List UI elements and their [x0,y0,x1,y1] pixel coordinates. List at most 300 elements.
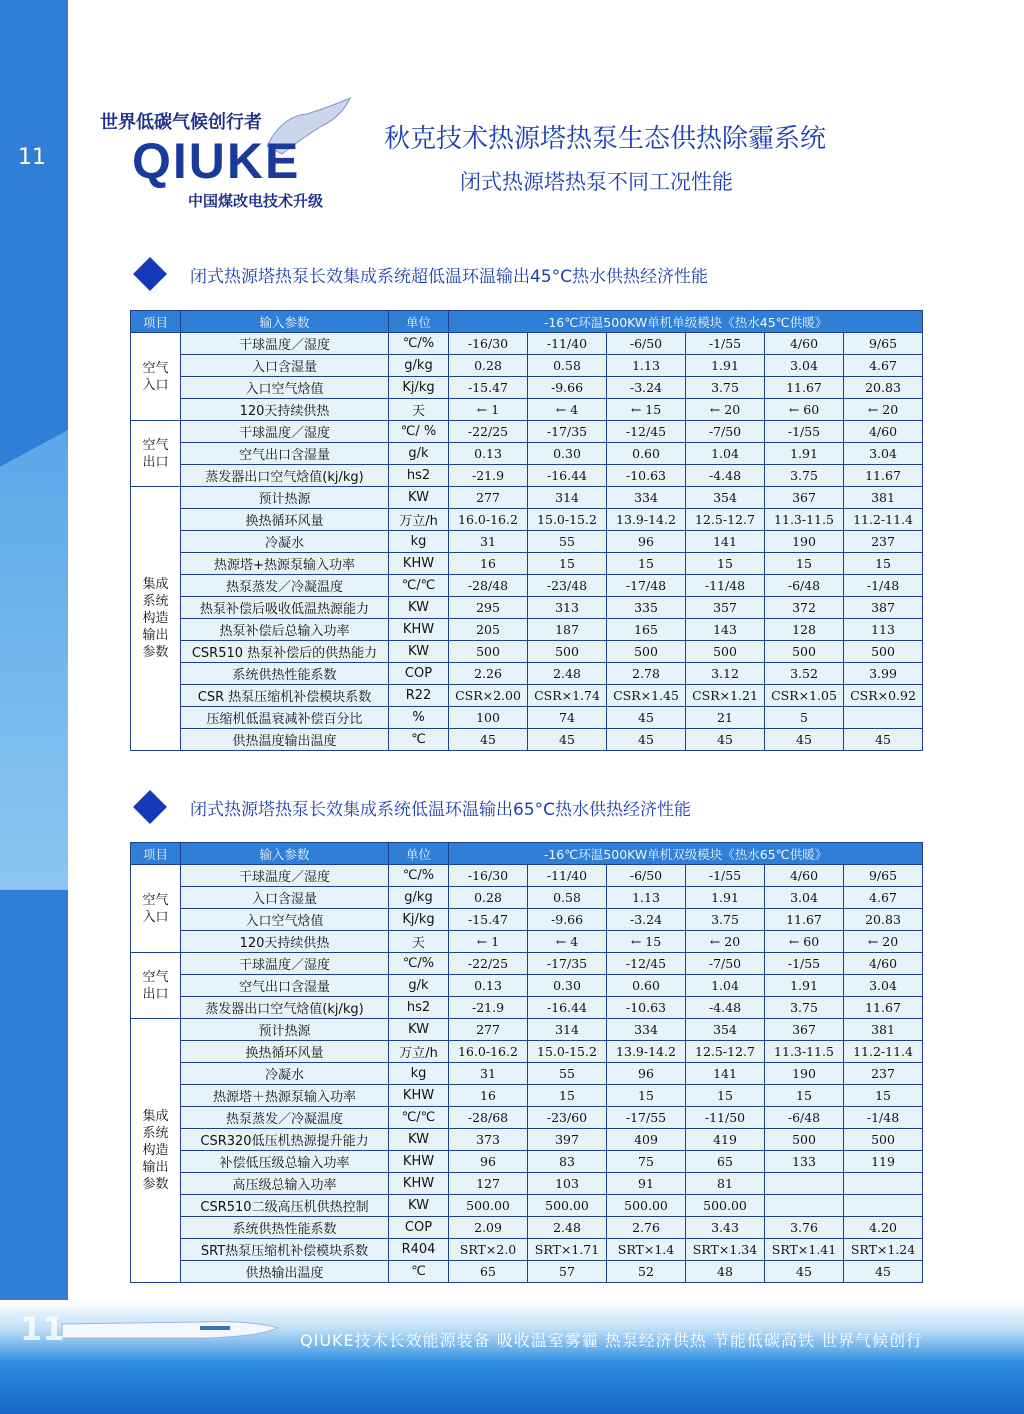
unit-cell: 天 [389,931,449,953]
value-cell: -16.44 [528,997,607,1019]
table-row [131,1239,923,1261]
param-name-cell: 空气出口含湿量 [181,443,389,465]
value-cell: 1.04 [686,975,765,997]
value-cell: 190 [765,1063,844,1085]
table-row [131,531,923,553]
param-name-cell: CSR320低压机热源提升能力 [181,1129,389,1151]
table-row [131,443,923,465]
value-cell: ← 20 [844,931,923,953]
value-cell: 277 [449,487,528,509]
value-cell: -28/48 [449,575,528,597]
value-cell: ← 1 [449,399,528,421]
value-cell: 11.2-11.4 [844,1041,923,1063]
footer-slogan: QIUKE技术长效能源装备 吸收温室雾霾 热泵经济供热 节能低碳高铁 世界气候创行 [300,1331,923,1350]
value-cell: 314 [528,487,607,509]
value-cell: ← 60 [765,931,844,953]
value-cell: 15 [607,1085,686,1107]
unit-cell: KW [389,487,449,509]
group-label: 空气 出口 [131,953,181,1019]
value-cell: 45 [765,1261,844,1283]
value-cell: 1.13 [607,355,686,377]
unit-cell: KW [389,1129,449,1151]
group-label: 空气 入口 [131,865,181,953]
value-cell: 500 [765,641,844,663]
value-cell: 3.04 [765,887,844,909]
param-name-cell: 入口含湿量 [181,355,389,377]
value-cell: 83 [528,1151,607,1173]
group-label: 空气 入口 [131,333,181,421]
value-cell: 45 [528,729,607,751]
train-icon [60,1318,280,1344]
value-cell: 57 [528,1261,607,1283]
value-cell: -1/48 [844,1107,923,1129]
value-cell: 2.78 [607,663,686,685]
table-row [131,1085,923,1107]
value-cell: 387 [844,597,923,619]
value-cell: 55 [528,1063,607,1085]
value-cell: -1/55 [765,421,844,443]
value-cell: 372 [765,597,844,619]
value-cell: 367 [765,1019,844,1041]
value-cell: -1/55 [686,865,765,887]
value-cell [765,1195,844,1217]
value-cell: CSR×1.21 [686,685,765,707]
value-cell: -6/50 [607,333,686,355]
unit-cell: R22 [389,685,449,707]
value-cell: 500 [686,641,765,663]
value-cell: 4.20 [844,1217,923,1239]
value-cell: 3.76 [765,1217,844,1239]
value-cell: -10.63 [607,465,686,487]
value-cell: 1.91 [686,887,765,909]
value-cell: -4.48 [686,997,765,1019]
page-number: 11 [18,145,46,170]
table-row [131,465,923,487]
unit-cell: KHW [389,1151,449,1173]
value-cell: 75 [607,1151,686,1173]
table-row [131,421,923,443]
value-cell: 11.3-11.5 [765,509,844,531]
logo-brand: QIUKE [132,133,301,189]
value-cell: 20.83 [844,909,923,931]
value-cell: 141 [686,531,765,553]
param-name-cell: 蒸发器出口空气焓值(kj/kg) [181,465,389,487]
unit-cell: KW [389,641,449,663]
value-cell: -11/50 [686,1107,765,1129]
value-cell: 277 [449,1019,528,1041]
table-row [131,865,923,887]
table-row [131,997,923,1019]
value-cell: -17/48 [607,575,686,597]
value-cell: 500 [528,641,607,663]
value-cell: -21.9 [449,997,528,1019]
value-cell: -16/30 [449,865,528,887]
unit-cell: kg [389,531,449,553]
value-cell: 2.48 [528,663,607,685]
value-cell: 74 [528,707,607,729]
value-cell: 4/60 [765,865,844,887]
value-cell: 15 [528,553,607,575]
value-cell: 45 [607,729,686,751]
value-cell: 3.75 [686,377,765,399]
value-cell: 96 [449,1151,528,1173]
param-name-cell: 压缩机低温衰减补偿百分比 [181,707,389,729]
value-cell: CSR×2.00 [449,685,528,707]
param-name-cell: 预计热源 [181,1019,389,1041]
value-cell: 2.76 [607,1217,686,1239]
value-cell: -9.66 [528,377,607,399]
param-name-cell: 补偿低压级总输入功率 [181,1151,389,1173]
table-row [131,575,923,597]
unit-cell: ℃ [389,1261,449,1283]
value-cell: ← 20 [686,399,765,421]
value-cell: CSR×1.05 [765,685,844,707]
value-cell: 4.67 [844,355,923,377]
unit-cell: KHW [389,553,449,575]
value-cell: 65 [686,1151,765,1173]
qiuke-logo [92,96,362,216]
value-cell: -6/48 [765,1107,844,1129]
unit-cell: KW [389,1195,449,1217]
value-cell: SRT×1.41 [765,1239,844,1261]
param-name-cell: 入口空气焓值 [181,909,389,931]
table-header-cell: 单位 [389,843,449,865]
param-name-cell: 换热循环风量 [181,1041,389,1063]
param-name-cell: CSR510 热泵补偿后的供热能力 [181,641,389,663]
value-cell: 141 [686,1063,765,1085]
value-cell: 16.0-16.2 [449,1041,528,1063]
value-cell: -22/25 [449,953,528,975]
value-cell: 12.5-12.7 [686,1041,765,1063]
value-cell: SRT×1.71 [528,1239,607,1261]
param-name-cell: 干球温度／湿度 [181,421,389,443]
value-cell: 55 [528,531,607,553]
value-cell: 1.91 [765,975,844,997]
unit-cell: KHW [389,619,449,641]
table-row [131,975,923,997]
section1-heading-text: 闭式热源塔热泵长效集成系统超低温环温输出45°C热水供热经济性能 [190,267,709,287]
value-cell: 354 [686,1019,765,1041]
value-cell: 20.83 [844,377,923,399]
value-cell: 500.00 [449,1195,528,1217]
value-cell: SRT×1.4 [607,1239,686,1261]
table-row [131,707,923,729]
value-cell: 11.2-11.4 [844,509,923,531]
unit-cell: % [389,707,449,729]
table-row [131,685,923,707]
value-cell: 15 [765,1085,844,1107]
value-cell: 45 [844,1261,923,1283]
value-cell: -6/48 [765,575,844,597]
value-cell: 15 [844,553,923,575]
param-name-cell: 空气出口含湿量 [181,975,389,997]
diamond-bullet-icon [133,257,167,291]
value-cell: -12/45 [607,953,686,975]
unit-cell: ℃ [389,729,449,751]
value-cell: 3.43 [686,1217,765,1239]
value-cell: 0.30 [528,443,607,465]
value-cell: -6/50 [607,865,686,887]
value-cell: 91 [607,1173,686,1195]
value-cell: -17/35 [528,421,607,443]
param-name-cell: 系统供热性能系数 [181,663,389,685]
param-name-cell: 干球温度／湿度 [181,865,389,887]
value-cell: -4.48 [686,465,765,487]
value-cell: ← 4 [528,931,607,953]
unit-cell: ℃/℃ [389,1107,449,1129]
value-cell: 15 [686,553,765,575]
value-cell: 0.28 [449,355,528,377]
value-cell: 11.67 [844,465,923,487]
table-row [131,333,923,355]
value-cell: 397 [528,1129,607,1151]
table-row [131,1129,923,1151]
unit-cell: KW [389,1019,449,1041]
value-cell: 48 [686,1261,765,1283]
value-cell: 500.00 [686,1195,765,1217]
value-cell: CSR×0.92 [844,685,923,707]
value-cell: 15 [765,553,844,575]
table-header-cell: 输入参数 [181,843,389,865]
value-cell: 190 [765,531,844,553]
value-cell: 2.48 [528,1217,607,1239]
value-cell: -28/68 [449,1107,528,1129]
group-label: 集成 系统 构造 输出 参数 [131,487,181,751]
value-cell: 500 [607,641,686,663]
value-cell: -23/48 [528,575,607,597]
param-name-cell: 换热循环风量 [181,509,389,531]
value-cell: 0.13 [449,975,528,997]
unit-cell: R404 [389,1239,449,1261]
unit-cell: 万立/h [389,509,449,531]
value-cell: 1.13 [607,887,686,909]
value-cell: SRT×1.34 [686,1239,765,1261]
value-cell: 3.75 [765,997,844,1019]
value-cell: 9/65 [844,865,923,887]
value-cell [844,707,923,729]
value-cell: 295 [449,597,528,619]
unit-cell: ℃/ % [389,421,449,443]
table-row [131,641,923,663]
value-cell: 96 [607,531,686,553]
value-cell: 45 [765,729,844,751]
unit-cell: hs2 [389,997,449,1019]
value-cell: 15.0-15.2 [528,1041,607,1063]
value-cell: 500.00 [528,1195,607,1217]
table-row [131,909,923,931]
value-cell: 31 [449,531,528,553]
table-row [131,597,923,619]
unit-cell: ℃/% [389,953,449,975]
value-cell: 3.04 [844,443,923,465]
value-cell: 128 [765,619,844,641]
unit-cell: 天 [389,399,449,421]
unit-cell: kg [389,1063,449,1085]
table-row [131,1217,923,1239]
table-row [131,553,923,575]
value-cell: 3.12 [686,663,765,685]
value-cell: 16 [449,553,528,575]
value-cell: ← 20 [686,931,765,953]
param-name-cell: SRT热泵压缩机补偿模块系数 [181,1239,389,1261]
value-cell: 500.00 [607,1195,686,1217]
value-cell: ← 15 [607,931,686,953]
param-name-cell: 系统供热性能系数 [181,1217,389,1239]
value-cell: 500 [844,641,923,663]
value-cell: 15 [844,1085,923,1107]
table-row [131,1173,923,1195]
value-cell: -7/50 [686,421,765,443]
value-cell: 81 [686,1173,765,1195]
page-subtitle: 闭式热源塔热泵不同工况性能 [460,170,733,194]
value-cell: -22/25 [449,421,528,443]
value-cell: ← 1 [449,931,528,953]
value-cell: 15 [528,1085,607,1107]
table-row [131,1107,923,1129]
value-cell: 3.04 [844,975,923,997]
unit-cell: Kj/kg [389,909,449,931]
value-cell: 45 [607,707,686,729]
value-cell: -11/48 [686,575,765,597]
unit-cell: Kj/kg [389,377,449,399]
value-cell: 1.04 [686,443,765,465]
value-cell: 0.60 [607,975,686,997]
unit-cell: ℃/% [389,333,449,355]
value-cell: 12.5-12.7 [686,509,765,531]
value-cell: -1/55 [765,953,844,975]
param-name-cell: 高压级总输入功率 [181,1173,389,1195]
value-cell: 237 [844,1063,923,1085]
value-cell: -1/55 [686,333,765,355]
value-cell: ← 20 [844,399,923,421]
unit-cell: g/k [389,443,449,465]
param-name-cell: CSR 热泵压缩机补偿模块系数 [181,685,389,707]
value-cell: 165 [607,619,686,641]
value-cell: 65 [449,1261,528,1283]
value-cell: 500 [449,641,528,663]
value-cell: 313 [528,597,607,619]
value-cell: 4.67 [844,887,923,909]
table-header-cell: -16℃环温500KW单机双级模块《热水65℃供暖》 [449,843,923,865]
logo-slogan-top: 世界低碳气候创行者 [100,112,262,133]
value-cell: 45 [844,729,923,751]
value-cell: 0.60 [607,443,686,465]
table-row [131,1151,923,1173]
value-cell: 143 [686,619,765,641]
value-cell: SRT×1.24 [844,1239,923,1261]
value-cell: 237 [844,531,923,553]
value-cell: 187 [528,619,607,641]
param-name-cell: 120天持续供热 [181,399,389,421]
value-cell: 334 [607,487,686,509]
unit-cell: hs2 [389,465,449,487]
table-header-row [131,843,923,865]
value-cell: 15 [607,553,686,575]
value-cell: 113 [844,619,923,641]
value-cell: -15.47 [449,377,528,399]
table-row [131,487,923,509]
value-cell: 409 [607,1129,686,1151]
value-cell: 11.67 [765,909,844,931]
value-cell: 3.04 [765,355,844,377]
unit-cell: KW [389,597,449,619]
value-cell: 4/60 [844,421,923,443]
value-cell: -11/40 [528,333,607,355]
table-row [131,1041,923,1063]
value-cell: 3.75 [686,909,765,931]
value-cell: ← 4 [528,399,607,421]
table-row [131,355,923,377]
value-cell [844,1173,923,1195]
value-cell: 11.67 [765,377,844,399]
value-cell: 357 [686,597,765,619]
performance-table-45 [130,310,923,751]
value-cell: 1.91 [765,443,844,465]
value-cell: 2.26 [449,663,528,685]
table-header-cell: 单位 [389,311,449,333]
value-cell: 45 [449,729,528,751]
value-cell: 127 [449,1173,528,1195]
value-cell: -1/48 [844,575,923,597]
value-cell: 96 [607,1063,686,1085]
value-cell: 103 [528,1173,607,1195]
value-cell: 367 [765,487,844,509]
param-name-cell: 热泵补偿后总输入功率 [181,619,389,641]
value-cell: 0.28 [449,887,528,909]
unit-cell: ℃/% [389,865,449,887]
table-row [131,1063,923,1085]
diamond-bullet-icon [133,790,167,824]
value-cell: 0.58 [528,355,607,377]
table-row [131,953,923,975]
value-cell: -12/45 [607,421,686,443]
value-cell: 15 [686,1085,765,1107]
table-row [131,931,923,953]
value-cell: -3.24 [607,909,686,931]
unit-cell: g/k [389,975,449,997]
value-cell: -3.24 [607,377,686,399]
table-header-row [131,311,923,333]
unit-cell: g/kg [389,355,449,377]
value-cell: 13.9-14.2 [607,509,686,531]
value-cell: 0.13 [449,443,528,465]
value-cell: -11/40 [528,865,607,887]
value-cell: 0.30 [528,975,607,997]
value-cell: CSR×1.74 [528,685,607,707]
table-header-cell: 项目 [131,311,181,333]
param-name-cell: 热源塔+热源泵输入功率 [181,553,389,575]
value-cell: -10.63 [607,997,686,1019]
unit-cell: COP [389,1217,449,1239]
value-cell: 133 [765,1151,844,1173]
value-cell: 21 [686,707,765,729]
value-cell: 4/60 [844,953,923,975]
table-header-cell: 输入参数 [181,311,389,333]
value-cell: -15.47 [449,909,528,931]
value-cell: 15.0-15.2 [528,509,607,531]
value-cell: 2.09 [449,1217,528,1239]
param-name-cell: 热源塔＋热源泵输入功率 [181,1085,389,1107]
value-cell: 45 [686,729,765,751]
side-wedge [0,430,68,890]
value-cell: -9.66 [528,909,607,931]
value-cell: 3.99 [844,663,923,685]
param-name-cell: 蒸发器出口空气焓值(kj/kg) [181,997,389,1019]
table-row [131,377,923,399]
value-cell: 52 [607,1261,686,1283]
table-row [131,1019,923,1041]
table-row [131,399,923,421]
